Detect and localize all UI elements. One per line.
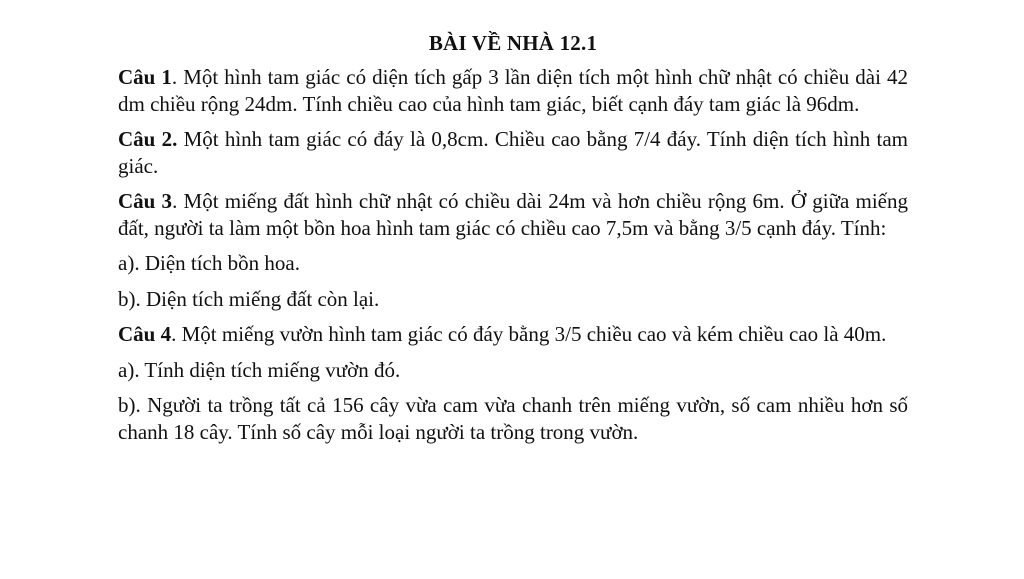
- question-2-label: Câu 2.: [118, 127, 178, 151]
- question-3-text: Một miếng đất hình chữ nhật có chiều dài 24m và hơn chiều rộng 6m. Ở giữa miếng đất, người ta làm một bồn hoa hình tam giác có chiều cao 7,5m và bằng 3/5 cạnh đáy. Tính:: [118, 189, 908, 240]
- question-4-part-b: b). Người ta trồng tất cả 156 cây vừa cam vừa chanh trên miếng vườn, số cam nhiều hơn số chanh 18 cây. Tính số cây mỗi loại người ta trồng trong vườn.: [118, 393, 908, 444]
- question-1-label: Câu 1: [118, 65, 172, 89]
- question-3-part-a: a). Diện tích bồn hoa.: [118, 251, 300, 275]
- question-3-separator: .: [172, 189, 178, 213]
- question-3: [118, 188, 908, 241]
- question-1: [118, 64, 908, 117]
- question-2: [118, 126, 908, 179]
- question-1-text: Một hình tam giác có diện tích gấp 3 lần diện tích một hình chữ nhật có chiều dài 42 dm chiều rộng 24dm. Tính chiều cao của hình tam giác, biết cạnh đáy tam giác là 96dm.: [118, 65, 908, 116]
- question-2-text: Một hình tam giác có đáy là 0,8cm. Chiều cao bằng 7/4 đáy. Tính diện tích hình tam giác.: [118, 127, 908, 178]
- question-4-text: Một miếng vườn hình tam giác có đáy bằng 3/5 chiều cao và kém chiều cao là 40m.: [176, 322, 887, 346]
- homework-document: [118, 30, 908, 454]
- question-4-label: Câu 4: [118, 322, 172, 346]
- question-1-separator: .: [171, 65, 178, 89]
- question-3-label: Câu 3: [118, 189, 173, 213]
- question-4-separator: .: [171, 322, 177, 346]
- question-4: [118, 321, 908, 348]
- question-4-part-a: a). Tính diện tích miếng vườn đó.: [118, 357, 401, 382]
- page-title: BÀI VỀ NHÀ 12.1: [428, 31, 598, 55]
- question-3-part-b: b). Diện tích miếng đất còn lại.: [118, 286, 380, 311]
